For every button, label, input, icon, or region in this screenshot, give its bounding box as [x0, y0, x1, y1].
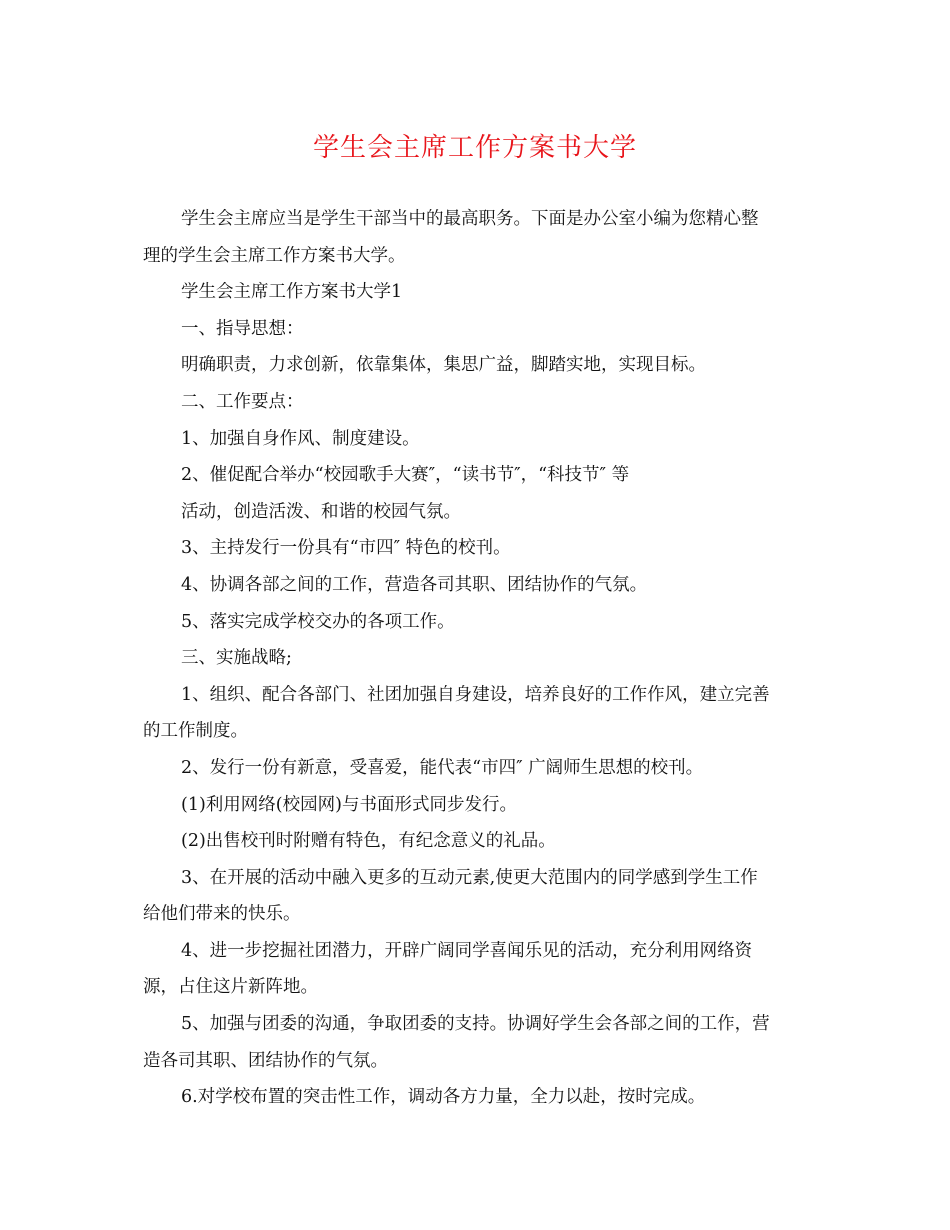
sub-list-item: (1)利用网络(校园网)与书面形式同步发行。 — [181, 794, 517, 815]
list-item: 1、组织、配合各部门、社团加强自身建设，培养良好的工作作风，建立完善 — [181, 684, 770, 705]
list-item: 3、在开展的活动中融入更多的互动元素,使更大范围内的同学感到学生工作 — [181, 867, 758, 888]
paragraph-line: 明确职责，力求创新，依靠集体，集思广益，脚踏实地，实现目标。 — [181, 355, 706, 376]
list-item: 5、加强与团委的沟通，争取团委的支持。协调好学生会各部之间的工作，营 — [181, 1014, 770, 1035]
document-body — [143, 201, 813, 1116]
list-item: 6.对学校布置的突击性工作，调动各方力量，全力以赴，按时完成。 — [181, 1087, 706, 1108]
list-item-continuation: 造各司其职、团结协作的气氛。 — [143, 1050, 388, 1071]
list-item: 3、主持发行一份具有“市四″ 特色的校刊。 — [181, 538, 511, 559]
list-item: 2、发行一份有新意，受喜爱，能代表“市四″ 广阔师生思想的校刊。 — [181, 757, 704, 778]
list-item: 4、协调各部之间的工作，营造各司其职、团结协作的气氛。 — [181, 574, 648, 595]
list-item: 4、进一步挖掘社团潜力，开辟广阔同学喜闻乐见的活动，充分利用网络资 — [181, 940, 753, 961]
section-title: 学生会主席工作方案书大学1 — [181, 282, 403, 303]
list-item-continuation: 的工作制度。 — [143, 721, 248, 742]
sub-list-item: (2)出售校刊时附赠有特色，有纪念意义的礼品。 — [181, 831, 556, 852]
paragraph-line: 学生会主席应当是学生干部当中的最高职务。下面是办公室小编为您精心整 — [181, 209, 759, 229]
list-item-continuation: 给他们带来的快乐。 — [143, 904, 301, 925]
list-item: 2、催促配合举办“校园歌手大赛″，“读书节″，“科技节″ 等 — [181, 465, 630, 486]
list-item-continuation: 源，占住这片新阵地。 — [143, 977, 318, 998]
heading: 二、工作要点： — [181, 391, 304, 412]
list-item: 5、落实完成学校交办的各项工作。 — [181, 611, 455, 632]
list-item-continuation: 活动，创造活泼、和谐的校园气氛。 — [181, 501, 461, 522]
paragraph-line: 理的学生会主席工作方案书大学。 — [143, 245, 406, 266]
heading: 一、指导思想： — [181, 318, 304, 339]
list-item: 1、加强自身作风、制度建设。 — [181, 428, 420, 449]
document-title: 学生会主席工作方案书大学 — [312, 133, 637, 163]
heading: 三、实施战略; — [181, 648, 292, 669]
